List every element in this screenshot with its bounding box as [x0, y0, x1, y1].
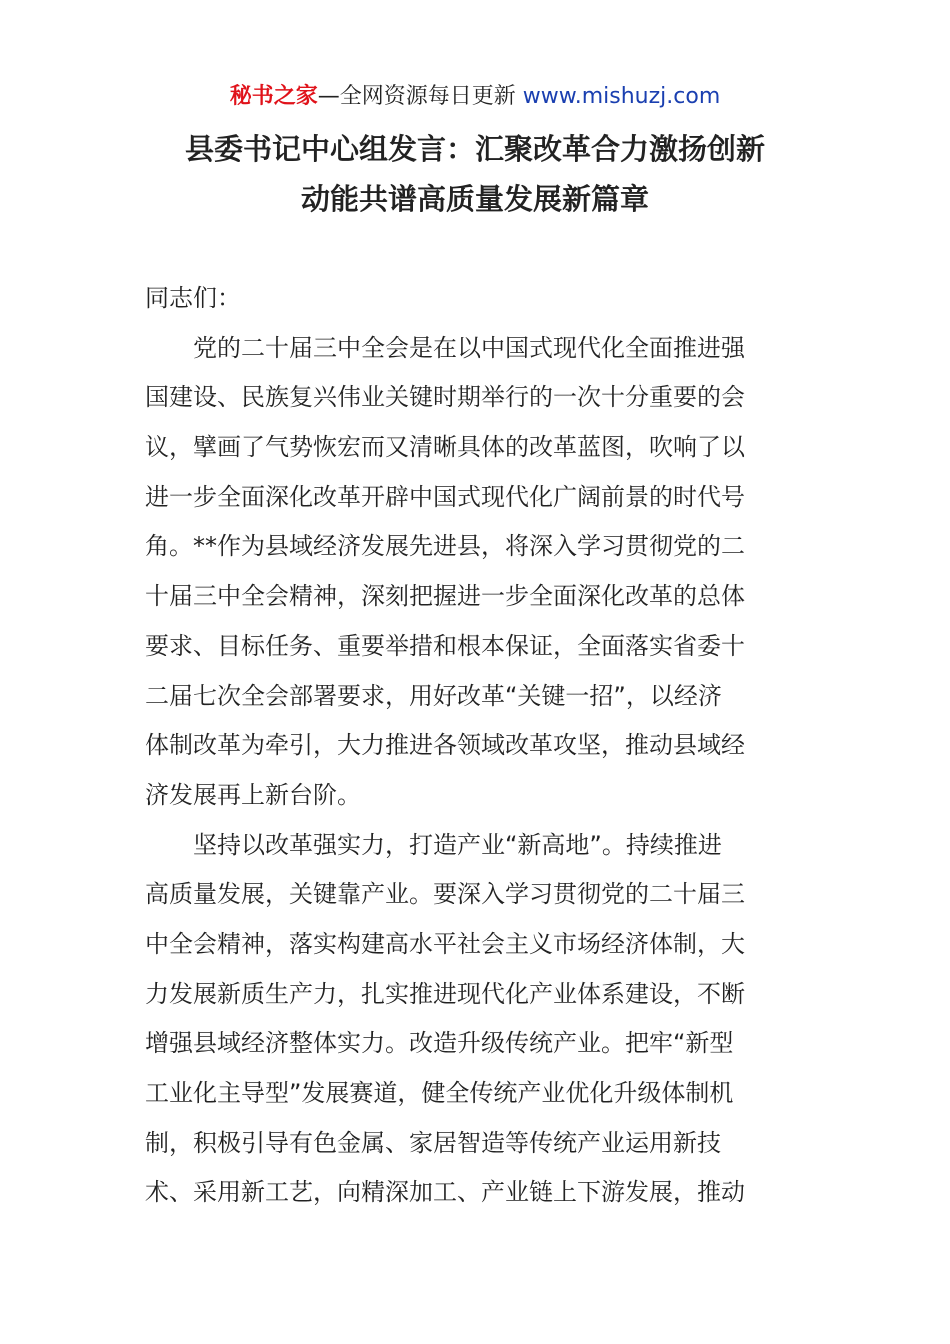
paragraph-line: 二届七次全会部署要求，用好改革“关键一招”，以经济: [145, 681, 722, 710]
title-line-1: 县委书记中心组发言：汇聚改革合力激扬创新: [184, 132, 765, 166]
paragraph-line: 制，积极引导有色金属、家居智造等传统产业运用新技: [145, 1128, 721, 1157]
paragraph-line: 力发展新质生产力，扎实推进现代化产业体系建设，不断: [145, 979, 745, 1008]
brand-name: 秘书之家: [229, 84, 318, 109]
paragraph-line: 要求、目标任务、重要举措和根本保证，全面落实省委十: [145, 631, 745, 660]
title-line-2: 动能共谱高质量发展新篇章: [300, 182, 649, 216]
paragraph-line: 进一步全面深化改革开辟中国式现代化广阔前景的时代号: [145, 482, 745, 511]
salutation: 同志们：: [145, 284, 241, 312]
site-url-link[interactable]: www.mishuzj.com: [522, 84, 721, 109]
paragraph-line: 术、采用新工艺，向精深加工、产业链上下游发展，推动: [145, 1178, 745, 1207]
header-tagline: —全网资源每日更新: [317, 84, 523, 109]
paragraph-line: 国建设、民族复兴伟业关键时期举行的一次十分重要的会: [145, 383, 745, 412]
site-header: [0, 80, 950, 114]
paragraph-line: 增强县域经济整体实力。改造升级传统产业。把牢“新型: [145, 1029, 734, 1058]
paragraph-line: 党的二十届三中全会是在以中国式现代化全面推进强: [193, 333, 745, 362]
paragraph-line: 中全会精神，落实构建高水平社会主义市场经济体制，大: [145, 929, 745, 958]
paragraph-line: 角。**作为县域经济发展先进县，将深入学习贯彻党的二: [145, 532, 745, 561]
paragraph-line: 议，擘画了气势恢宏而又清晰具体的改革蓝图，吹响了以: [145, 433, 745, 462]
document-body: [145, 274, 805, 1218]
paragraph-line: 十届三中全会精神，深刻把握进一步全面深化改革的总体: [145, 582, 745, 611]
paragraph-line: 工业化主导型”发展赛道，健全传统产业优化升级体制机: [145, 1079, 734, 1107]
paragraph-line: 坚持以改革强实力，打造产业“新高地”。持续推进: [193, 830, 722, 859]
document-title: [100, 124, 850, 224]
paragraph-line: 济发展再上新台阶。: [145, 780, 361, 809]
paragraph-line: 体制改革为牵引，大力推进各领域改革攻坚，推动县域经: [145, 731, 745, 760]
paragraph-line: 高质量发展，关键靠产业。要深入学习贯彻党的二十届三: [145, 880, 745, 909]
